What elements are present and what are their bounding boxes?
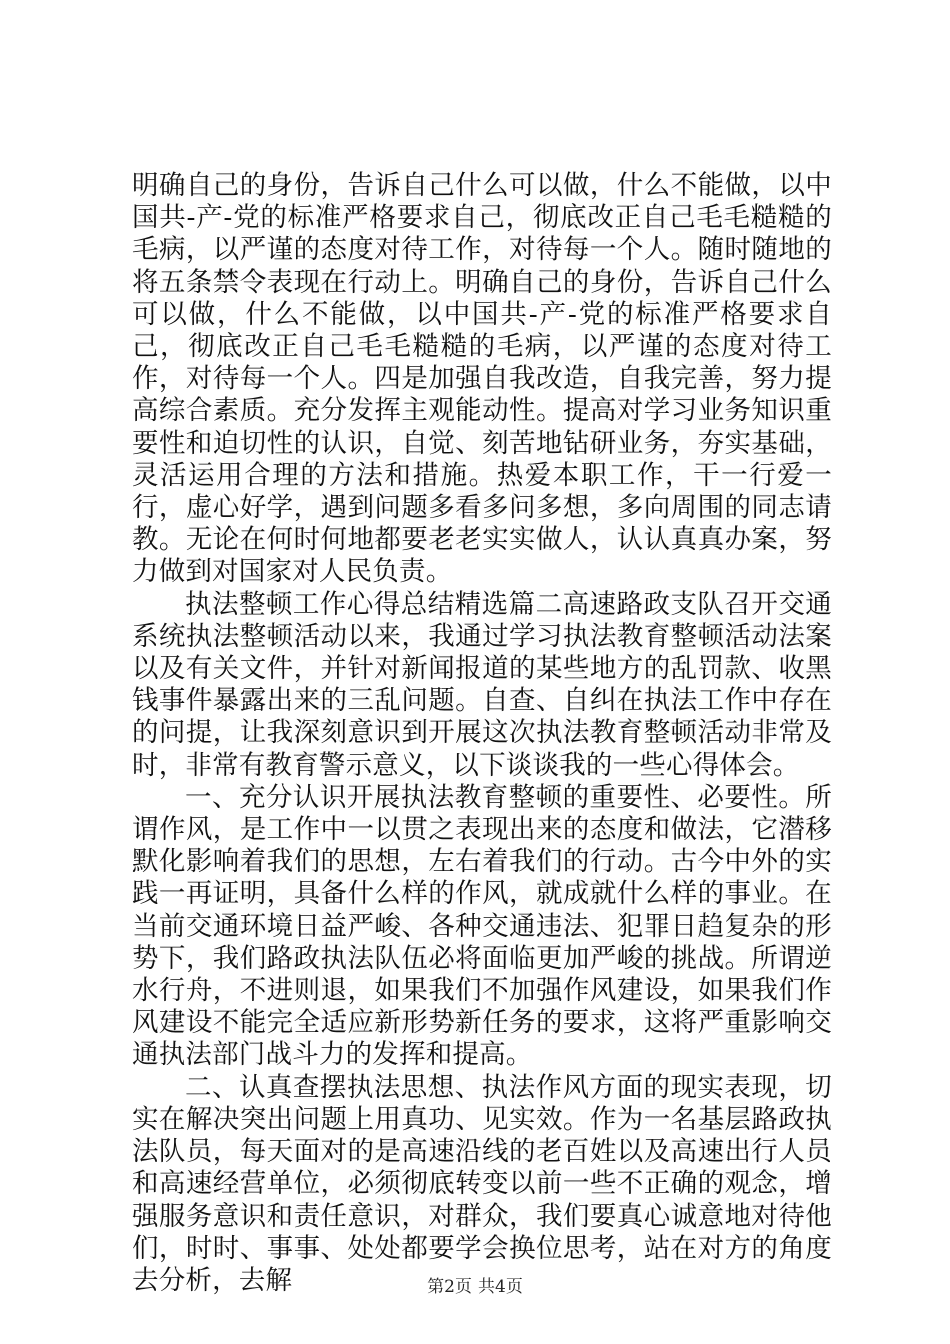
paragraph-2: 执法整顿工作心得总结精选篇二高速路政支队召开交通系统执法整顿活动以来，我通过学习执法教育整顿活动法案以及有关文件，并针对新闻报道的某些地方的乱罚款、收黑钱事件暴露出来的三乱问题。自查、自纠在执法工作中存在的问提，让我深刻意识到开展这次执法教育整顿活动非常及时，非常有教育警示意义，以下谈谈我的一些心得体会。 [132,588,832,781]
page-number-current: 第2页 [427,1277,472,1297]
document-body [132,170,832,1297]
paragraph-4: 二、认真查摆执法思想、执法作风方面的现实表现，切实在解决突出问题上用真功、见实效。作为一名基层路政执法队员，每天面对的是高速沿线的老百姓以及高速出行人员和高速经营单位，必须彻底转变以前一些不正确的观念，增强服务意识和责任意识，对群众，我们要真心诚意地对待他们，时时、事事、处处都要学会换位思考，站在对方的角度去分析，去解 [132,1071,832,1296]
page-number-total: 共4页 [478,1277,523,1297]
paragraph-1: 明确自己的身份，告诉自己什么可以做，什么不能做，以中国共-产-党的标准严格要求自己，彻底改正自己毛毛糙糙的毛病，以严谨的态度对待工作，对待每一个人。随时随地的将五条禁令表现在行动上。明确自己的身份，告诉自己什么可以做，什么不能做，以中国共-产-党的标准严格要求自己，彻底改正自己毛毛糙糙的毛病，以严谨的态度对待工作，对待每一个人。四是加强自我改造，自我完善，努力提高综合素质。充分发挥主观能动性。提高对学习业务知识重要性和迫切性的认识，自觉、刻苦地钻研业务，夯实基础，灵活运用合理的方法和措施。热爱本职工作，干一行爱一行，虚心好学，遇到问题多看多问多想，多向周围的同志请教。无论在何时何地都要老老实实做人，认认真真办案，努力做到对国家对人民负责。 [132,170,832,588]
paragraph-3: 一、充分认识开展执法教育整顿的重要性、必要性。所谓作风，是工作中一以贯之表现出来的态度和做法，它潜移默化影响着我们的思想，左右着我们的行动。古今中外的实践一再证明，具备什么样的作风，就成就什么样的事业。在当前交通环境日益严峻、各种交通违法、犯罪日趋复杂的形势下，我们路政执法队伍必将面临更加严峻的挑战。所谓逆水行舟，不进则退，如果我们不加强作风建设，如果我们作风建设不能完全适应新形势新任务的要求，这将严重影响交通执法部门战斗力的发挥和提高。 [132,781,832,1071]
page-footer [0,1276,950,1298]
